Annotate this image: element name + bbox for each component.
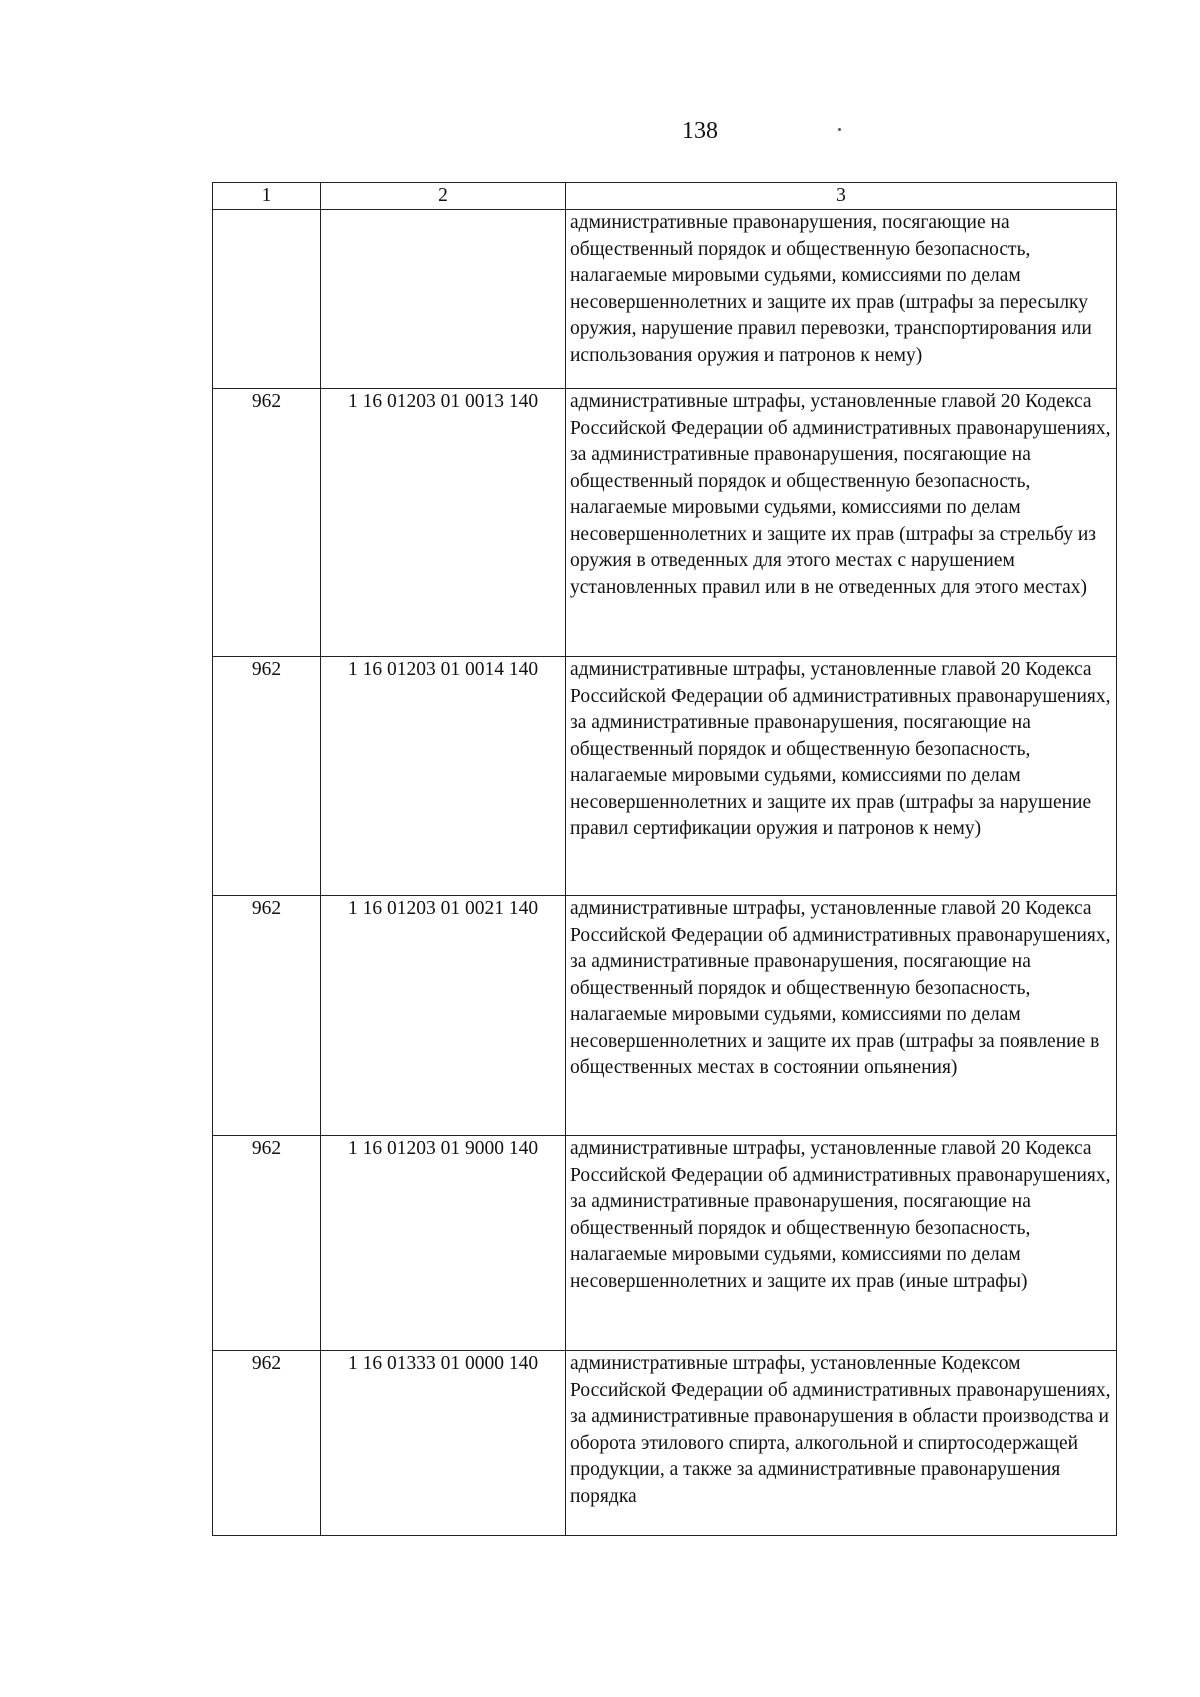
kbk-code-cell: 1 16 01203 01 0013 140 xyxy=(321,389,566,657)
header-col-3: 3 xyxy=(566,183,1117,210)
table-row xyxy=(213,896,1117,1136)
header-row xyxy=(213,183,1117,210)
description-cell: административные штрафы, установленные главой 20 Кодекса Российской Федерации об административных правонарушениях, за административные правонарушения, посягающие на общественный порядок и общественную безопасность, налагаемые мировыми судьями, комиссиями по делам несовершеннолетних и защите их прав (штрафы за нарушение правил сертификации оружия и патронов к нему) xyxy=(566,657,1117,896)
budget-codes-table xyxy=(212,182,1117,1536)
admin-code-cell: 962 xyxy=(213,1351,321,1536)
admin-code-cell: 962 xyxy=(213,389,321,657)
admin-code-cell: 962 xyxy=(213,1136,321,1351)
admin-code-cell: 962 xyxy=(213,657,321,896)
kbk-code-cell: 1 16 01203 01 9000 140 xyxy=(321,1136,566,1351)
table-row xyxy=(213,1136,1117,1351)
header-col-1: 1 xyxy=(213,183,321,210)
table-row xyxy=(213,210,1117,389)
kbk-code-cell: 1 16 01203 01 0014 140 xyxy=(321,657,566,896)
kbk-code-cell xyxy=(321,210,566,389)
kbk-code-cell: 1 16 01333 01 0000 140 xyxy=(321,1351,566,1536)
description-cell: административные штрафы, установленные Кодексом Российской Федерации об административных правонарушениях, за административные правонарушения в области производства и оборота этилового спирта, алкогольной и спиртосодержащей продукции, а также за административные правонарушения порядка xyxy=(566,1351,1117,1536)
description-cell: административные штрафы, установленные главой 20 Кодекса Российской Федерации об административных правонарушениях, за административные правонарушения, посягающие на общественный порядок и общественную безопасность, налагаемые мировыми судьями, комиссиями по делам несовершеннолетних и защите их прав (штрафы за стрельбу из оружия в отведенных для этого местах с нарушением установленных правил или в не отведенных для этого местах) xyxy=(566,389,1117,657)
scan-dot-mark xyxy=(838,128,841,131)
page-number: 138 xyxy=(682,118,718,144)
description-cell: административные правонарушения, посягающие на общественный порядок и общественную безопасность, налагаемые мировыми судьями, комиссиями по делам несовершеннолетних и защите их прав (штрафы за пересылку оружия, нарушение правил перевозки, транспортирования или использования оружия и патронов к нему) xyxy=(566,210,1117,389)
kbk-code-cell: 1 16 01203 01 0021 140 xyxy=(321,896,566,1136)
description-cell: административные штрафы, установленные главой 20 Кодекса Российской Федерации об административных правонарушениях, за административные правонарушения, посягающие на общественный порядок и общественную безопасность, налагаемые мировыми судьями, комиссиями по делам несовершеннолетних и защите их прав (иные штрафы) xyxy=(566,1136,1117,1351)
admin-code-cell xyxy=(213,210,321,389)
table-row xyxy=(213,1351,1117,1536)
header-col-2: 2 xyxy=(321,183,566,210)
table-row xyxy=(213,657,1117,896)
description-cell: административные штрафы, установленные главой 20 Кодекса Российской Федерации об административных правонарушениях, за административные правонарушения, посягающие на общественный порядок и общественную безопасность, налагаемые мировыми судьями, комиссиями по делам несовершеннолетних и защите их прав (штрафы за появление в общественных местах в состоянии опьянения) xyxy=(566,896,1117,1136)
table-row xyxy=(213,389,1117,657)
admin-code-cell: 962 xyxy=(213,896,321,1136)
